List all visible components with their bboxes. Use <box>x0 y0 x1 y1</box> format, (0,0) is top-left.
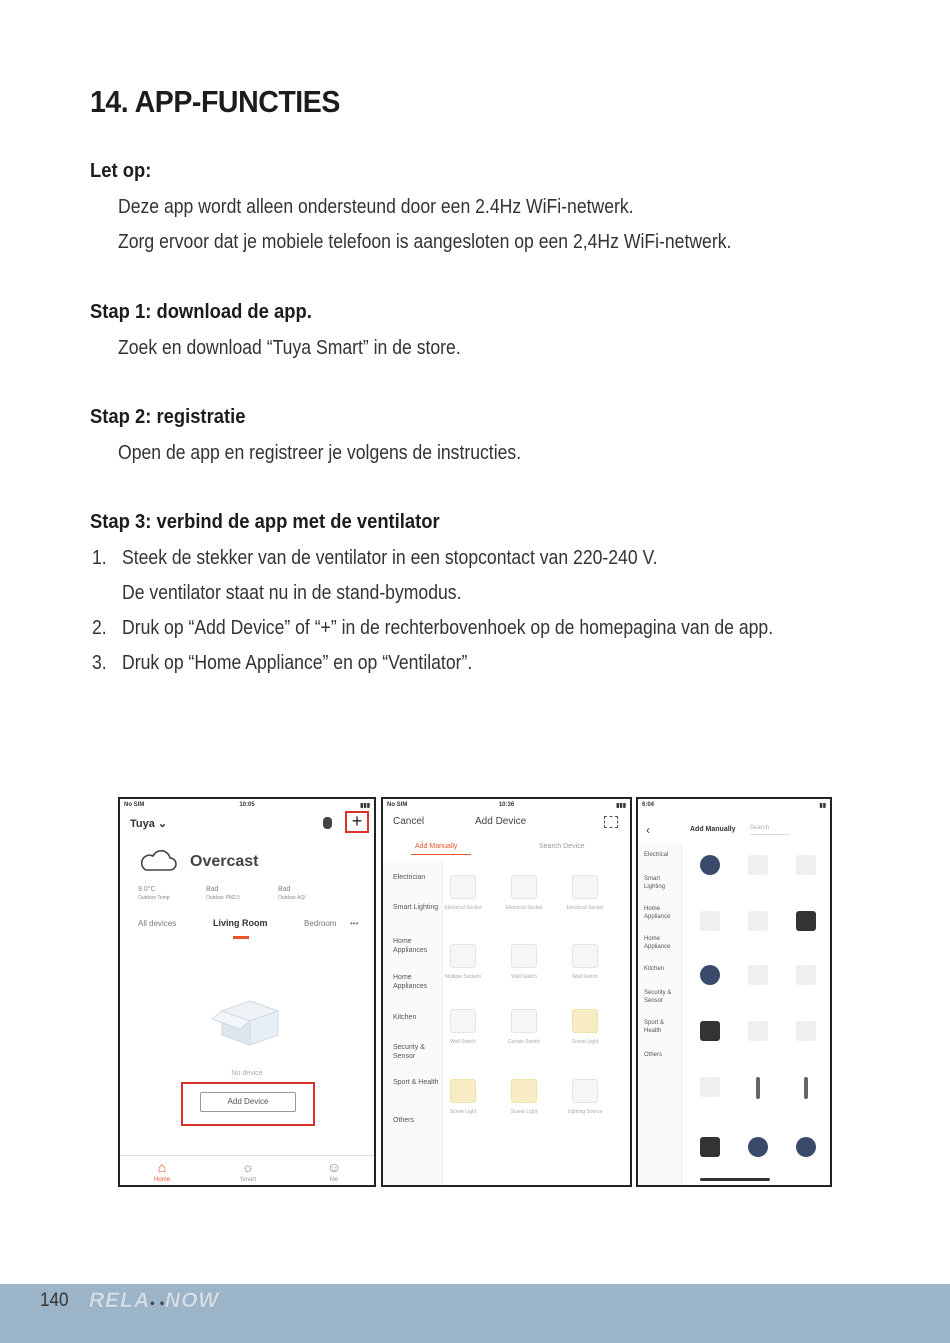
device-tile[interactable] <box>511 875 537 899</box>
battery-icon: ▮▮▮ <box>360 803 370 809</box>
device-icon[interactable] <box>796 855 816 875</box>
category-item[interactable]: Smart Lighting <box>644 876 666 890</box>
stat-label: Outdoor AQI <box>278 895 306 901</box>
device-tile-label: Electrical Socket <box>444 905 482 911</box>
device-icon[interactable] <box>796 1137 816 1157</box>
tab-all-devices[interactable]: All devices <box>138 919 177 928</box>
status-bar <box>387 802 626 812</box>
battery-icon: ▮▮▮ <box>616 803 626 809</box>
device-tile[interactable] <box>572 1009 598 1033</box>
weather-text: Overcast <box>190 853 259 870</box>
category-item[interactable]: Kitchen <box>644 966 665 972</box>
device-icon[interactable] <box>700 965 720 985</box>
device-tile-label: Scene Light <box>571 1039 599 1045</box>
nav-label: Home <box>153 1177 170 1183</box>
clock: 6:04 <box>642 802 655 808</box>
back-icon[interactable]: ‹ <box>646 823 650 837</box>
home-indicator <box>700 1178 770 1181</box>
stat-temp <box>138 885 170 903</box>
device-tile[interactable] <box>450 1079 476 1103</box>
nav-me[interactable] <box>309 1160 359 1183</box>
stat-aqi <box>278 885 306 903</box>
device-tile-label: Lighting Source <box>567 1109 603 1115</box>
carrier: No SIM <box>124 802 145 808</box>
category-item[interactable]: Sport & Health <box>393 1079 439 1086</box>
tab-search-device[interactable]: Search Device <box>539 843 585 850</box>
stat-value: Bad <box>206 886 219 893</box>
page-number: 140 <box>40 1290 69 1311</box>
add-manually-title: Add Manually <box>690 826 736 833</box>
cancel-button[interactable]: Cancel <box>393 816 425 827</box>
device-icon[interactable] <box>748 965 768 985</box>
device-tile-label: Wall Switch <box>572 974 598 980</box>
tab-add-manually[interactable]: Add Manually <box>415 843 458 850</box>
step3-item-1-num: 1. <box>92 547 107 569</box>
add-device-title: Add Device <box>475 816 527 827</box>
device-icon[interactable] <box>796 1021 816 1041</box>
stat-label: Outdoor Temp <box>138 895 170 901</box>
carrier: No SIM <box>387 802 408 808</box>
device-tile[interactable] <box>572 1079 598 1103</box>
chevron-down-icon: ⌄ <box>157 818 168 830</box>
step3-item-2-num: 2. <box>92 617 107 639</box>
category-sidebar <box>383 861 443 1185</box>
nav-label: Me <box>329 1177 339 1183</box>
category-item[interactable]: Home Appliances <box>393 938 428 954</box>
device-tile[interactable] <box>572 944 598 968</box>
room-tabs <box>120 917 374 937</box>
brand-logo: RELA• •NOW <box>89 1289 220 1312</box>
category-item[interactable]: Security & Sensor <box>393 1044 425 1060</box>
screenshot-add-manually <box>636 797 832 1187</box>
home-name: Tuya <box>130 818 155 830</box>
device-icon[interactable] <box>796 965 816 985</box>
device-icon[interactable] <box>756 1077 760 1099</box>
device-icon[interactable] <box>700 855 720 875</box>
tab-bedroom[interactable]: Bedroom <box>304 919 337 928</box>
note-line-1: Deze app wordt alleen ondersteund door een 2.4Hz WiFi-netwerk. <box>118 196 634 218</box>
home-icon: ⌂ <box>157 1159 167 1175</box>
device-icon[interactable] <box>796 911 816 931</box>
category-item[interactable]: Electrician <box>393 874 426 881</box>
device-tile-label: Curtain Switch <box>507 1039 541 1045</box>
home-selector[interactable] <box>130 817 167 830</box>
device-icon[interactable] <box>700 1137 720 1157</box>
active-tab-indicator <box>411 854 471 855</box>
category-item[interactable]: Security & Sensor <box>644 990 672 1004</box>
clock: 10:36 <box>498 802 515 808</box>
category-item[interactable]: Kitchen <box>393 1014 417 1021</box>
category-item[interactable]: Others <box>644 1052 663 1058</box>
device-icon[interactable] <box>700 1077 720 1097</box>
step3-item-2-text: Druk op “Add Device” of “+” in de rechterbovenhoek op de homepagina van de app. <box>122 617 774 639</box>
bottom-nav <box>120 1155 374 1185</box>
device-tile-label: Electrical Socket <box>566 905 604 911</box>
device-tile-label: Scene Light <box>449 1109 477 1115</box>
category-item[interactable]: Home Appliance <box>644 906 671 920</box>
page-title: 14. APP-FUNCTIES <box>90 84 340 119</box>
device-tile[interactable] <box>511 1009 537 1033</box>
nav-smart[interactable] <box>223 1160 273 1183</box>
category-item[interactable]: Home Appliance <box>644 936 671 950</box>
device-icon[interactable] <box>700 911 720 931</box>
stat-value: Bad <box>278 886 291 893</box>
microphone-icon[interactable] <box>323 817 332 829</box>
scan-icon[interactable] <box>604 816 618 828</box>
device-icon[interactable] <box>748 855 768 875</box>
category-sidebar <box>638 843 682 1185</box>
device-tile-label: Wall Switch <box>511 974 537 980</box>
step3-heading: Stap 3: verbind de app met de ventilator <box>90 511 440 533</box>
device-tile[interactable] <box>450 944 476 968</box>
signal-icon: ▮▮ <box>819 803 826 809</box>
device-tile[interactable] <box>450 1009 476 1033</box>
active-tab-indicator <box>233 936 249 939</box>
screenshot-home <box>118 797 376 1187</box>
nav-home[interactable] <box>137 1160 187 1183</box>
device-icon[interactable] <box>748 911 768 931</box>
profile-icon: ☺ <box>326 1159 342 1175</box>
device-tile[interactable] <box>511 944 537 968</box>
device-icon[interactable] <box>748 1021 768 1041</box>
add-device-button[interactable]: Add Device <box>200 1092 296 1112</box>
device-tile-label: Multiple Sockets <box>444 974 482 980</box>
category-item[interactable]: Home Appliances <box>393 974 428 990</box>
clock: 10:05 <box>239 802 255 808</box>
device-tile-label: Wall Switch <box>450 1039 476 1045</box>
stat-value: 9.0°C <box>138 886 156 893</box>
device-tile[interactable] <box>511 1079 537 1103</box>
device-tile[interactable] <box>450 875 476 899</box>
screenshot-add-device <box>381 797 632 1187</box>
search-input[interactable]: Search <box>750 825 790 835</box>
step2-heading: Stap 2: registratie <box>90 406 246 428</box>
category-item[interactable]: Electrical <box>644 852 669 858</box>
step3-item-1-text: Steek de stekker van de ventilator in een stopcontact van 220-240 V. <box>122 547 658 569</box>
note-line-2: Zorg ervoor dat je mobiele telefoon is aangesloten op een 2,4Hz WiFi-netwerk. <box>118 231 732 253</box>
stat-label: Outdoor PM2.5 <box>206 895 240 901</box>
add-device-plus-button[interactable]: + <box>345 811 369 833</box>
step2-text: Open de app en registreer je volgens de instructies. <box>118 442 522 464</box>
step3-item-3-num: 3. <box>92 652 107 674</box>
no-device-text: No device <box>231 1070 263 1077</box>
category-item[interactable]: Smart Lighting <box>393 904 439 911</box>
device-icon[interactable] <box>804 1077 808 1099</box>
empty-box-icon <box>210 989 290 1049</box>
tab-living-room[interactable]: Living Room <box>213 918 268 928</box>
note-heading: Let op: <box>90 160 152 182</box>
device-icon[interactable] <box>748 1137 768 1157</box>
category-item[interactable]: Others <box>393 1117 415 1124</box>
step1-text: Zoek en download “Tuya Smart” in de store. <box>118 337 461 359</box>
status-bar <box>642 802 826 812</box>
step3-item-3-text: Druk op “Home Appliance” en op “Ventilator”. <box>122 652 473 674</box>
step1-heading: Stap 1: download de app. <box>90 301 312 323</box>
device-tile-label: Scene Light <box>510 1109 538 1115</box>
status-bar <box>124 802 370 812</box>
nav-label: Smart <box>239 1177 256 1183</box>
stat-pm25 <box>206 885 240 903</box>
sun-icon: ☼ <box>241 1159 255 1175</box>
more-icon[interactable]: ••• <box>350 919 359 928</box>
step3-item-1-text2: De ventilator staat nu in de stand-bymodus. <box>122 582 462 604</box>
device-tile[interactable] <box>572 875 598 899</box>
device-icon[interactable] <box>700 1021 720 1041</box>
device-tile-label: Electrical Socket <box>505 905 543 911</box>
cloud-icon <box>138 850 178 872</box>
category-item[interactable]: Sport & Health <box>644 1020 665 1034</box>
